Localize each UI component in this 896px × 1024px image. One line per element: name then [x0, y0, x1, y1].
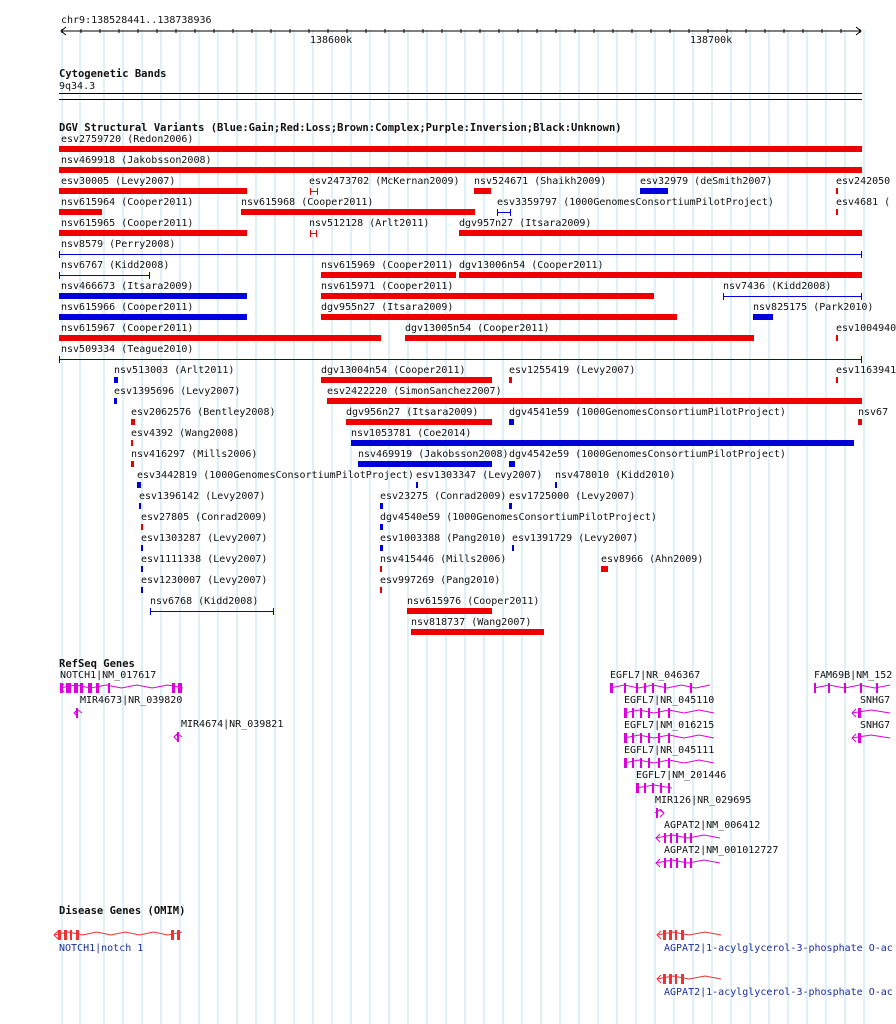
dgv-gain-bar[interactable]: [509, 503, 512, 509]
dgv-variant-label[interactable]: esv2473702 (McKernan2009): [309, 176, 460, 187]
omim-track-title[interactable]: Disease Genes (OMIM): [59, 905, 186, 917]
exon: [640, 758, 642, 768]
exon: [640, 733, 642, 743]
exon: [108, 683, 110, 693]
dgv-variant-label[interactable]: esv32979 (deSmith2007): [640, 176, 773, 187]
exon: [858, 708, 861, 718]
dgv-variant-label[interactable]: dgv4540e59 (1000GenomesConsortiumPilotProject): [380, 512, 657, 523]
dgv-gain-bar[interactable]: [380, 524, 383, 530]
dgv-variant-label[interactable]: nsv615968 (Cooper2011): [241, 197, 374, 208]
refseq-gene-label[interactable]: EGFL7|NM_201446: [636, 770, 727, 781]
exon: [660, 783, 662, 793]
exon: [668, 733, 670, 743]
dgv-loss-bar[interactable]: [131, 461, 134, 467]
exon: [876, 683, 878, 693]
omim-gene-glyph[interactable]: [651, 973, 727, 985]
dgv-track-title[interactable]: DGV Structural Variants (Blue:Gain;Red:Loss;Brown:Complex;Purple:Inversion;Black:Unknown): [59, 122, 622, 134]
dgv-gain-bar[interactable]: [351, 440, 854, 446]
refseq-gene-label[interactable]: AGPAT2|NM_006412: [664, 820, 761, 831]
exon: [610, 683, 613, 693]
dgv-variant-label[interactable]: dgv4542e59 (1000GenomesConsortiumPilotProject): [509, 449, 786, 460]
cytoband-label: 9q34.3: [59, 81, 96, 92]
exon: [844, 683, 846, 693]
dgv-gain-bar[interactable]: [141, 587, 143, 593]
exon: [669, 974, 672, 984]
refseq-gene-glyph[interactable]: [846, 732, 896, 744]
exon: [88, 683, 92, 693]
ruler: [0, 0, 890, 60]
dgv-variant-label[interactable]: nsv615971 (Cooper2011): [321, 281, 454, 292]
dgv-loss-bar[interactable]: [858, 419, 862, 425]
refseq-gene-glyph[interactable]: [68, 707, 88, 719]
ruler-label-138700k: 138700k: [690, 35, 733, 46]
dgv-loss-bar[interactable]: [459, 230, 862, 236]
dgv-loss-bar[interactable]: [380, 566, 382, 572]
refseq-gene-label[interactable]: SNHG7: [860, 695, 891, 706]
exon: [664, 833, 666, 843]
exon: [664, 683, 666, 693]
exon: [690, 683, 692, 693]
dgv-gain-bar[interactable]: [137, 482, 141, 488]
dgv-gain-bar[interactable]: [139, 503, 141, 509]
dgv-loss-line[interactable]: [310, 191, 318, 192]
exon: [658, 758, 660, 768]
refseq-gene-glyph[interactable]: [54, 682, 189, 694]
exon: [636, 683, 638, 693]
dgv-variant-label[interactable]: nsv615965 (Cooper2011): [61, 218, 194, 229]
dgv-variant-label[interactable]: dgv957n27 (Itsara2009): [459, 218, 592, 229]
dgv-gain-line[interactable]: [497, 212, 511, 213]
exon: [172, 683, 175, 693]
location-label: chr9:138528441..138738936: [61, 15, 212, 26]
dgv-variant-label[interactable]: nsv8579 (Perry2008): [61, 239, 176, 250]
dgv-loss-bar[interactable]: [321, 314, 677, 320]
dgv-variant-label[interactable]: nsv469918 (Jakobsson2008): [61, 155, 212, 166]
exon: [76, 930, 79, 940]
dgv-variant-label[interactable]: esv1725000 (Levy2007): [509, 491, 636, 502]
dgv-gain-bar[interactable]: [509, 419, 514, 425]
dgv-variant-label[interactable]: nsv7436 (Kidd2008): [723, 281, 832, 292]
dgv-gain-bar[interactable]: [59, 293, 247, 299]
dgv-variant-label[interactable]: nsv509334 (Teague2010): [61, 344, 194, 355]
dgv-variant-label[interactable]: esv1004940: [836, 323, 896, 334]
exon: [632, 733, 634, 743]
refseq-gene-label[interactable]: EGFL7|NR_045111: [624, 745, 715, 756]
exon: [668, 758, 670, 768]
dgv-loss-bar[interactable]: [474, 188, 491, 194]
ruler-label-138600k: 138600k: [310, 35, 353, 46]
refseq-gene-glyph[interactable]: [650, 832, 726, 844]
dgv-variant-label[interactable]: esv1395696 (Levy2007): [114, 386, 241, 397]
refseq-gene-glyph[interactable]: [630, 782, 678, 794]
exon: [814, 683, 816, 693]
exon: [675, 930, 677, 940]
exon: [624, 758, 627, 768]
refseq-gene-glyph[interactable]: [618, 707, 720, 719]
dgv-loss-bar[interactable]: [601, 566, 608, 572]
dgv-variant-label[interactable]: nsv6768 (Kidd2008): [150, 596, 259, 607]
dgv-variant-label[interactable]: nsv513003 (Arlt2011): [114, 365, 235, 376]
exon: [658, 708, 660, 718]
refseq-gene-glyph[interactable]: [650, 857, 726, 869]
dgv-gain-line[interactable]: [723, 296, 862, 297]
dgv-gain-bar[interactable]: [555, 482, 557, 488]
exon: [64, 930, 67, 940]
dgv-variant-label[interactable]: esv2422220 (SimonSanchez2007): [327, 386, 502, 397]
refseq-gene-label[interactable]: EGFL7|NR_046367: [610, 670, 701, 681]
omim-gene-glyph[interactable]: [48, 929, 188, 941]
dgv-variant-label[interactable]: nsv416297 (Mills2006): [131, 449, 258, 460]
dgv-loss-bar[interactable]: [59, 209, 102, 215]
exon: [668, 708, 670, 718]
dgv-variant-label[interactable]: esv23275 (Conrad2009): [380, 491, 507, 502]
exon: [632, 708, 634, 718]
dgv-variant-label[interactable]: esv8966 (Ahn2009): [601, 554, 704, 565]
dgv-loss-bar[interactable]: [509, 377, 512, 383]
dgv-variant-label[interactable]: esv997269 (Pang2010): [380, 575, 501, 586]
refseq-gene-glyph[interactable]: [618, 757, 720, 769]
dgv-variant-label[interactable]: nsv469919 (Jakobsson2008): [358, 449, 509, 460]
exon: [648, 758, 650, 768]
exon: [648, 708, 650, 718]
dgv-variant-label[interactable]: nsv524671 (Shaikh2009): [474, 176, 607, 187]
refseq-gene-glyph[interactable]: [618, 732, 720, 744]
dgv-loss-bar[interactable]: [59, 167, 862, 173]
dgv-loss-bar[interactable]: [836, 188, 838, 194]
exon: [70, 930, 72, 940]
refseq-gene-glyph[interactable]: [649, 807, 670, 819]
dgv-loss-bar[interactable]: [59, 335, 381, 341]
exon: [632, 758, 634, 768]
exon: [828, 683, 830, 693]
omim-gene-label[interactable]: NOTCH1|notch 1: [59, 943, 144, 954]
refseq-gene-label[interactable]: MIR126|NR_029695: [655, 795, 752, 806]
exon: [860, 683, 862, 693]
dgv-gain-line[interactable]: [59, 254, 862, 255]
refseq-gene-label[interactable]: EGFL7|NR_045110: [624, 695, 715, 706]
exon: [66, 683, 71, 693]
dgv-variant-label[interactable]: dgv955n27 (Itsara2009): [321, 302, 454, 313]
refseq-gene-glyph[interactable]: [808, 682, 896, 694]
dgv-variant-label[interactable]: esv4392 (Wang2008): [131, 428, 240, 439]
dgv-gain-bar[interactable]: [114, 377, 118, 383]
exon: [668, 783, 670, 793]
dgv-gain-bar[interactable]: [640, 188, 668, 194]
exon: [644, 783, 646, 793]
dgv-loss-bar[interactable]: [321, 293, 654, 299]
dgv-variant-label[interactable]: nsv615964 (Cooper2011): [61, 197, 194, 208]
cytoband-line: [59, 93, 862, 94]
dgv-variant-label[interactable]: esv4681 (: [836, 197, 891, 208]
omim-gene-label[interactable]: AGPAT2|1-acylglycerol-3-phosphate O-ac: [664, 987, 893, 998]
exon: [648, 733, 650, 743]
exon: [624, 708, 627, 718]
refseq-gene-glyph[interactable]: [168, 731, 188, 743]
dgv-variant-label[interactable]: nsv415446 (Mills2006): [380, 554, 507, 565]
dgv-gain-bar[interactable]: [509, 461, 515, 467]
dgv-variant-label[interactable]: nsv67: [858, 407, 889, 418]
dgv-loss-bar[interactable]: [141, 524, 143, 530]
exon: [690, 858, 692, 868]
dgv-variant-label[interactable]: nsv1053781 (Coe2014): [351, 428, 472, 439]
refseq-gene-label[interactable]: MIR4674|NR_039821: [181, 719, 284, 730]
dgv-variant-label[interactable]: nsv615967 (Cooper2011): [61, 323, 194, 334]
dgv-loss-bar[interactable]: [836, 377, 838, 383]
dgv-gain-line[interactable]: [59, 275, 150, 276]
exon: [681, 974, 684, 984]
dgv-variant-label[interactable]: nsv615966 (Cooper2011): [61, 302, 194, 313]
dgv-loss-line[interactable]: [310, 233, 317, 234]
dgv-variant-label[interactable]: esv1111338 (Levy2007): [141, 554, 268, 565]
dgv-loss-bar[interactable]: [459, 272, 862, 278]
dgv-gain-bar[interactable]: [380, 503, 383, 509]
dgv-gain-bar[interactable]: [380, 545, 383, 551]
dgv-loss-bar[interactable]: [131, 440, 133, 446]
exon: [858, 733, 861, 743]
exon: [669, 930, 672, 940]
dgv-loss-bar[interactable]: [131, 419, 135, 425]
dgv-variant-label[interactable]: nsv818737 (Wang2007): [411, 617, 532, 628]
dgv-variant-label[interactable]: esv1396142 (Levy2007): [139, 491, 266, 502]
refseq-gene-label[interactable]: FAM69B|NM_152: [814, 670, 893, 681]
dgv-variant-label[interactable]: dgv4541e59 (1000GenomesConsortiumPilotProject): [509, 407, 786, 418]
dgv-variant-label[interactable]: esv3359797 (1000GenomesConsortiumPilotProject): [497, 197, 774, 208]
dgv-variant-label[interactable]: nsv478010 (Kidd2010): [555, 470, 676, 481]
exon: [664, 858, 666, 868]
exon: [656, 808, 658, 818]
dgv-variant-label[interactable]: dgv956n27 (Itsara2009): [346, 407, 479, 418]
exon: [670, 858, 672, 868]
dgv-loss-bar[interactable]: [321, 272, 456, 278]
exon: [675, 974, 677, 984]
dgv-loss-bar[interactable]: [59, 230, 247, 236]
dgv-loss-bar[interactable]: [59, 188, 247, 194]
dgv-variant-label[interactable]: dgv13006n54 (Cooper2011): [459, 260, 604, 271]
dgv-variant-label[interactable]: esv1163941: [836, 365, 896, 376]
exon: [178, 683, 182, 693]
dgv-variant-label[interactable]: esv30005 (Levy2007): [61, 176, 176, 187]
exon: [58, 930, 61, 940]
exon: [670, 833, 672, 843]
exon: [177, 930, 180, 940]
refseq-gene-label[interactable]: EGFL7|NM_016215: [624, 720, 715, 731]
exon: [676, 833, 678, 843]
dgv-gain-bar[interactable]: [114, 398, 117, 404]
exon: [74, 683, 78, 693]
dgv-variant-label[interactable]: esv1303347 (Levy2007): [416, 470, 543, 481]
dgv-loss-bar[interactable]: [411, 629, 544, 635]
dgv-gain-bar[interactable]: [512, 545, 514, 551]
exon: [640, 708, 642, 718]
dgv-loss-bar[interactable]: [836, 209, 838, 215]
exon: [624, 683, 626, 693]
exon: [690, 833, 692, 843]
dgv-gain-bar[interactable]: [59, 314, 247, 320]
dgv-variant-label[interactable]: esv1003388 (Pang2010): [380, 533, 507, 544]
exon: [624, 733, 627, 743]
exon: [652, 783, 654, 793]
dgv-gain-line[interactable]: [150, 611, 274, 612]
exon: [171, 930, 174, 940]
dgv-variant-label[interactable]: esv2062576 (Bentley2008): [131, 407, 276, 418]
exon: [644, 683, 646, 693]
dgv-variant-label[interactable]: esv1391729 (Levy2007): [512, 533, 639, 544]
dgv-loss-bar[interactable]: [380, 587, 382, 593]
dgv-variant-label[interactable]: esv1255419 (Levy2007): [509, 365, 636, 376]
dgv-loss-bar[interactable]: [346, 419, 492, 425]
dgv-loss-bar[interactable]: [59, 146, 862, 152]
exon: [681, 930, 684, 940]
cytoband-line: [59, 99, 862, 100]
exon: [684, 858, 686, 868]
cytoband-track-title[interactable]: Cytogenetic Bands: [59, 68, 167, 80]
dgv-variant-label[interactable]: esv242050: [836, 176, 891, 187]
refseq-gene-glyph[interactable]: [846, 707, 896, 719]
refseq-gene-glyph[interactable]: [604, 682, 716, 694]
dgv-gain-bar[interactable]: [416, 482, 418, 488]
dgv-variant-label[interactable]: dgv13004n54 (Cooper2011): [321, 365, 466, 376]
dgv-gain-line[interactable]: [59, 359, 862, 360]
dgv-variant-label[interactable]: esv27805 (Conrad2009): [141, 512, 268, 523]
exon: [658, 733, 660, 743]
dgv-variant-label[interactable]: nsv466673 (Itsara2009): [61, 281, 194, 292]
refseq-gene-label[interactable]: NOTCH1|NM_017617: [60, 670, 157, 681]
dgv-variant-label[interactable]: nsv825175 (Park2010): [753, 302, 874, 313]
dgv-variant-label[interactable]: dgv13005n54 (Cooper2011): [405, 323, 550, 334]
dgv-loss-bar[interactable]: [327, 398, 862, 404]
dgv-gain-bar[interactable]: [141, 566, 143, 572]
exon: [636, 783, 639, 793]
exon: [663, 974, 666, 984]
dgv-gain-bar[interactable]: [753, 314, 773, 320]
refseq-gene-label[interactable]: MIR4673|NR_039820: [80, 695, 183, 706]
exon: [80, 683, 83, 693]
omim-gene-glyph[interactable]: [651, 929, 727, 941]
dgv-variant-label[interactable]: nsv512128 (Arlt2011): [309, 218, 430, 229]
refseq-gene-label[interactable]: AGPAT2|NM_001012727: [664, 845, 779, 856]
dgv-loss-bar[interactable]: [321, 377, 492, 383]
dgv-loss-bar[interactable]: [407, 608, 492, 614]
dgv-variant-label[interactable]: nsv615969 (Cooper2011): [321, 260, 454, 271]
dgv-variant-label[interactable]: nsv615976 (Cooper2011): [407, 596, 540, 607]
dgv-variant-label[interactable]: nsv6767 (Kidd2008): [61, 260, 170, 271]
refseq-track-title[interactable]: RefSeq Genes: [59, 658, 135, 670]
dgv-loss-bar[interactable]: [241, 209, 475, 215]
dgv-gain-bar[interactable]: [358, 461, 492, 467]
exon: [663, 930, 666, 940]
dgv-variant-label[interactable]: esv3442819 (1000GenomesConsortiumPilotProject): [137, 470, 414, 481]
refseq-gene-label[interactable]: SNHG7: [860, 720, 891, 731]
dgv-loss-bar[interactable]: [405, 335, 754, 341]
omim-gene-label[interactable]: AGPAT2|1-acylglycerol-3-phosphate O-ac: [664, 943, 893, 954]
exon: [684, 833, 686, 843]
exon: [676, 858, 678, 868]
dgv-variant-label[interactable]: esv1303287 (Levy2007): [141, 533, 268, 544]
dgv-variant-label[interactable]: esv2759720 (Redon2006): [61, 134, 194, 145]
exon: [96, 683, 99, 693]
exon: [652, 683, 654, 693]
dgv-variant-label[interactable]: esv1230007 (Levy2007): [141, 575, 268, 586]
dgv-loss-bar[interactable]: [836, 335, 838, 341]
dgv-gain-bar[interactable]: [141, 545, 143, 551]
